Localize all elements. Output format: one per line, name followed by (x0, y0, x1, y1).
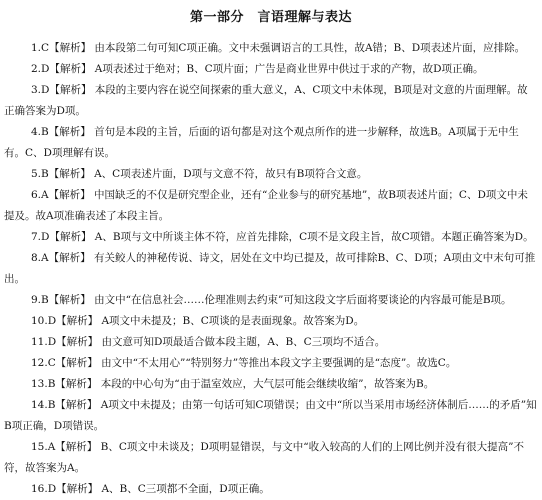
analysis-tag: 【解析】 (56, 336, 99, 348)
page-title: 第一部分 言语理解与表达 (189, 10, 352, 25)
question-number: 14. (31, 399, 48, 411)
question-number: 9. (31, 294, 42, 306)
answer-letter: D (41, 63, 50, 75)
analysis-text: 首句是本段的主旨，后面的语句都是对这个观点所作的进一步解释，故选B。A项属于无中生有。C、D项理解有误。 (4, 126, 519, 159)
answer-entry (0, 38, 542, 59)
analysis-text: 由本段第二句可知C项正确。文中未强调语言的工具性，故A错；B、D项表述片面，应排除。 (94, 42, 526, 54)
answer-entry (0, 80, 542, 122)
question-number: 10. (31, 315, 48, 327)
analysis-tag: 【解析】 (56, 483, 99, 495)
analysis-tag: 【解析】 (49, 231, 92, 243)
analysis-text: A、B、C三项都不全面，D项正确。 (101, 483, 270, 495)
analysis-tag: 【解析】 (55, 357, 98, 369)
question-number: 13. (31, 378, 48, 390)
answer-entry (0, 332, 542, 353)
answer-entry (0, 311, 542, 332)
question-number: 1. (31, 42, 42, 54)
question-number: 6. (31, 189, 42, 201)
analysis-text: A、C项表述片面，D项与文意不符，故只有B项符合文意。 (94, 168, 368, 180)
analysis-text: A、B项与文中所谈主体不符，应首先排除，C项不是文段主旨，故C项错。本题正确答案为D。 (94, 231, 534, 243)
answer-entry (0, 479, 542, 500)
analysis-tag: 【解析】 (49, 63, 92, 75)
analysis-tag: 【解析】 (49, 84, 92, 96)
analysis-tag: 【解析】 (55, 378, 98, 390)
answer-letter: C (41, 42, 50, 54)
answer-letter: B (41, 126, 49, 138)
answer-letter: D (47, 336, 57, 348)
answer-entry (0, 248, 542, 290)
analysis-text: B、C项文中未谈及；D项明显错误，与文中“收入较高的人们的上网比例并没有很大提高”不符，故答案为A。 (4, 441, 525, 474)
answer-letter: D (41, 84, 50, 96)
answer-letter: B (41, 168, 49, 180)
analysis-text: 本段的主要内容在说空间探索的重大意义，A、C项文中未体现，B项是对文意的片面理解。故正确答案为D项。 (4, 84, 528, 117)
analysis-text: A项表述过于绝对；B、C项片面；广告是商业世界中供过于求的产物，故D项正确。 (94, 63, 484, 75)
question-number: 3. (31, 84, 42, 96)
answer-letter: C (47, 357, 56, 369)
answer-entry (0, 353, 542, 374)
question-number: 2. (31, 63, 42, 75)
analysis-text: 本段的中心句为“由于温室效应，大气层可能会继续收缩”，故答案为B。 (100, 378, 435, 390)
answer-entry (0, 122, 542, 164)
answer-entry (0, 59, 542, 80)
answer-entry (0, 227, 542, 248)
question-number: 11. (31, 336, 48, 348)
analysis-text: 由文中“在信息社会……伦理准则去约束”可知这段文字后面将要谈论的内容最可能是B项。 (94, 294, 512, 306)
question-number: 5. (31, 168, 42, 180)
answer-letter: A (47, 441, 56, 453)
answer-letter: A (41, 189, 49, 201)
analysis-tag: 【解析】 (55, 441, 98, 453)
answer-list (0, 38, 542, 500)
analysis-tag: 【解析】 (48, 189, 91, 201)
analysis-text: A项文中未提及；由第一句话可知C项错误；由文中“所以当采用市场经济体制后……的矛盾”知B项正确，D项错误。 (4, 399, 537, 432)
question-number: 7. (31, 231, 42, 243)
analysis-tag: 【解析】 (48, 168, 91, 180)
analysis-text: 有关鲛人的神秘传说、诗文，居处在文中均已提及，故可排除B、C、D项；A项由文中末句可推出。 (4, 252, 536, 285)
analysis-tag: 【解析】 (56, 315, 99, 327)
question-number: 4. (31, 126, 42, 138)
question-number: 12. (31, 357, 48, 369)
answer-entry (0, 437, 542, 479)
analysis-text: 由文中“不太用心”“特别努力”等推出本段文字主要强调的是“态度”。故选C。 (101, 357, 457, 369)
answer-entry (0, 395, 542, 437)
answer-letter: B (47, 378, 56, 390)
question-number: 15. (31, 441, 48, 453)
answer-entry (0, 185, 542, 227)
answer-letter: A (41, 252, 49, 264)
analysis-text: A项文中未提及；B、C项谈的是表面现象。故答案为D。 (101, 315, 365, 327)
answer-letter: B (47, 399, 56, 411)
analysis-tag: 【解析】 (48, 126, 91, 138)
answer-letter: B (41, 294, 49, 306)
analysis-tag: 【解析】 (48, 294, 91, 306)
analysis-tag: 【解析】 (49, 42, 92, 54)
analysis-text: 由文意可知D项最适合做本段主题，A、B、C三项均不适合。 (101, 336, 386, 348)
answer-letter: D (47, 483, 57, 495)
analysis-tag: 【解析】 (48, 252, 91, 264)
analysis-tag: 【解析】 (55, 399, 98, 411)
answer-letter: D (41, 231, 50, 243)
question-number: 16. (31, 483, 48, 495)
answer-entry (0, 374, 542, 395)
answer-entry (0, 290, 542, 311)
answer-letter: D (47, 315, 57, 327)
analysis-text: 中国缺乏的不仅是研究型企业，还有“企业参与的研究基地”，故B项表述片面；C、D项文中未提及。故A项准确表述了本段主旨。 (4, 189, 528, 222)
answer-entry (0, 164, 542, 185)
question-number: 8. (31, 252, 42, 264)
